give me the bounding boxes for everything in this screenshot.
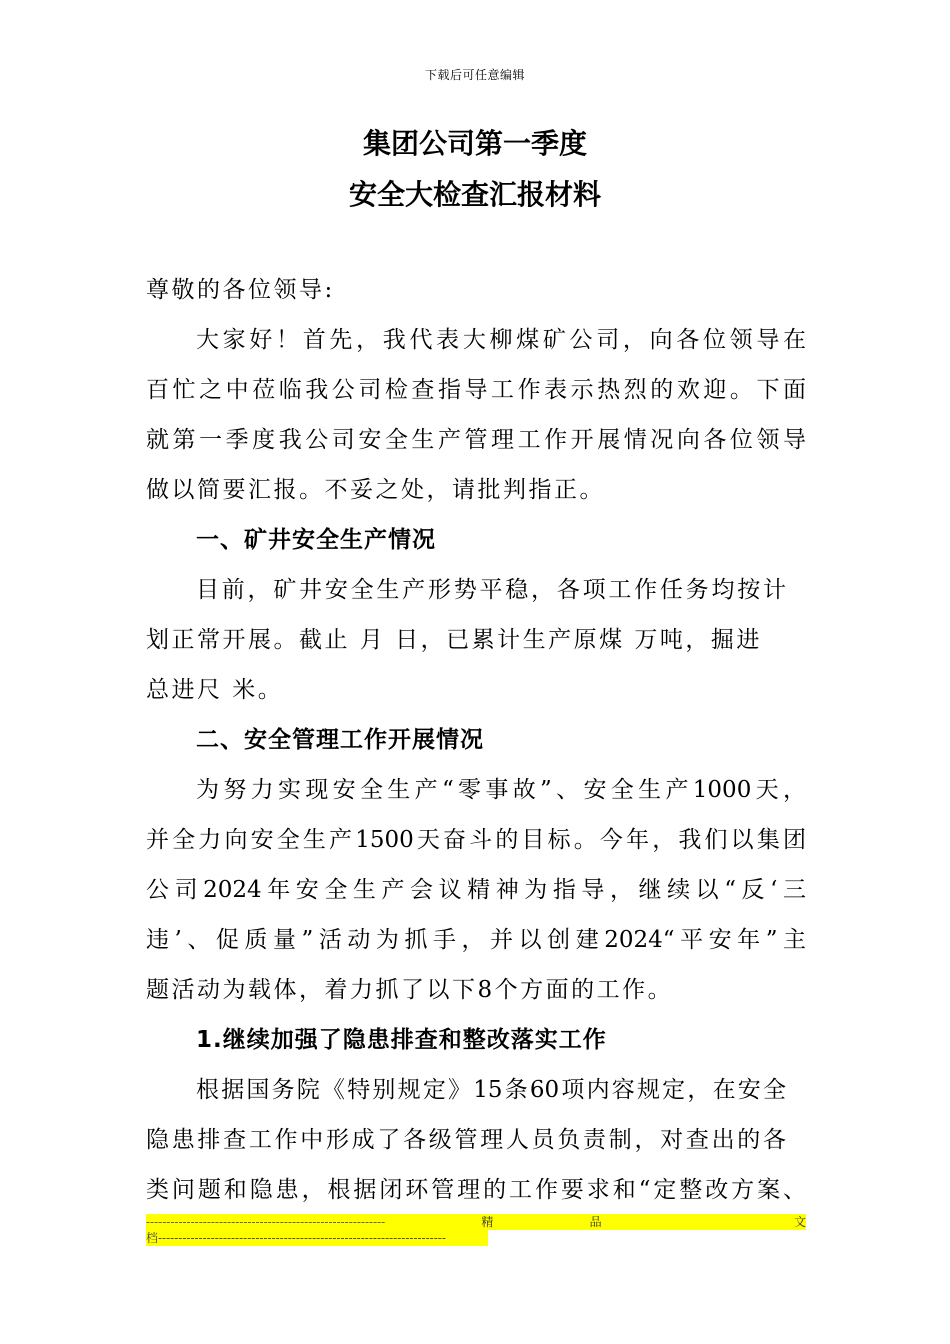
paragraph-line: 题活动为载体，着力抓了以下8个方面的工作。 (146, 977, 674, 1003)
paragraph-line: 隐患排查工作中形成了各级管理人员负责制，对查出的各 (146, 1127, 786, 1153)
footer-watermark-line2: 档----------------------------------------------------------------------- (146, 1230, 488, 1246)
paragraph-line: 总进尺 米。 (146, 677, 284, 703)
footer-char: 文 (793, 1215, 806, 1229)
paragraph-line: 并全力向安全生产1500天奋斗的目标。今年，我们以集团 (146, 827, 806, 853)
paragraph-line: 类问题和隐患，根据闭环管理的工作要求和“定整改方案、 (146, 1177, 806, 1203)
subsection-heading: 1.继续加强了隐患排查和整改落实工作 (196, 1027, 607, 1053)
section-heading: 一、矿井安全生产情况 (196, 527, 436, 553)
paragraph-line: 划正常开展。截止 月 日，已累计生产原煤 万吨，掘进 (146, 627, 762, 653)
paragraph-line: 就第一季度我公司安全生产管理工作开展情况向各位领导 (146, 427, 806, 453)
footer-char: 精 (481, 1215, 494, 1229)
paragraph-line: 违’、促质量”活动为抓手，并以创建2024“平安年”主 (146, 927, 806, 953)
header-note: 下载后可任意编辑 (424, 68, 525, 82)
paragraph-line: 大家好！首先，我代表大柳煤矿公司，向各位领导在 (196, 327, 806, 353)
paragraph-line: 目前，矿井安全生产形势平稳，各项工作任务均按计 (196, 577, 786, 603)
paragraph-line: 做以简要汇报。不妥之处，请批判指正。 (146, 477, 605, 503)
footer-dashes: ----------------------------------------------------------- (146, 1215, 386, 1229)
paragraph-line: 百忙之中莅临我公司检查指导工作表示热烈的欢迎。下面 (146, 377, 806, 403)
paragraph-line: 为努力实现安全生产“零事故”、安全生产1000天， (196, 777, 806, 803)
paragraph-line: 根据国务院《特别规定》15条60项内容规定，在安全 (196, 1077, 786, 1103)
salutation: 尊敬的各位领导: (146, 277, 335, 303)
footer-char: 品 (589, 1215, 602, 1229)
section-heading: 二、安全管理工作开展情况 (196, 727, 484, 753)
document-title-line2: 安全大检查汇报材料 (348, 178, 601, 211)
footer-watermark (146, 1214, 806, 1230)
document-title-line1: 集团公司第一季度 (362, 127, 587, 160)
paragraph-line: 公司2024年安全生产会议精神为指导，继续以“反‘三 (146, 877, 806, 903)
